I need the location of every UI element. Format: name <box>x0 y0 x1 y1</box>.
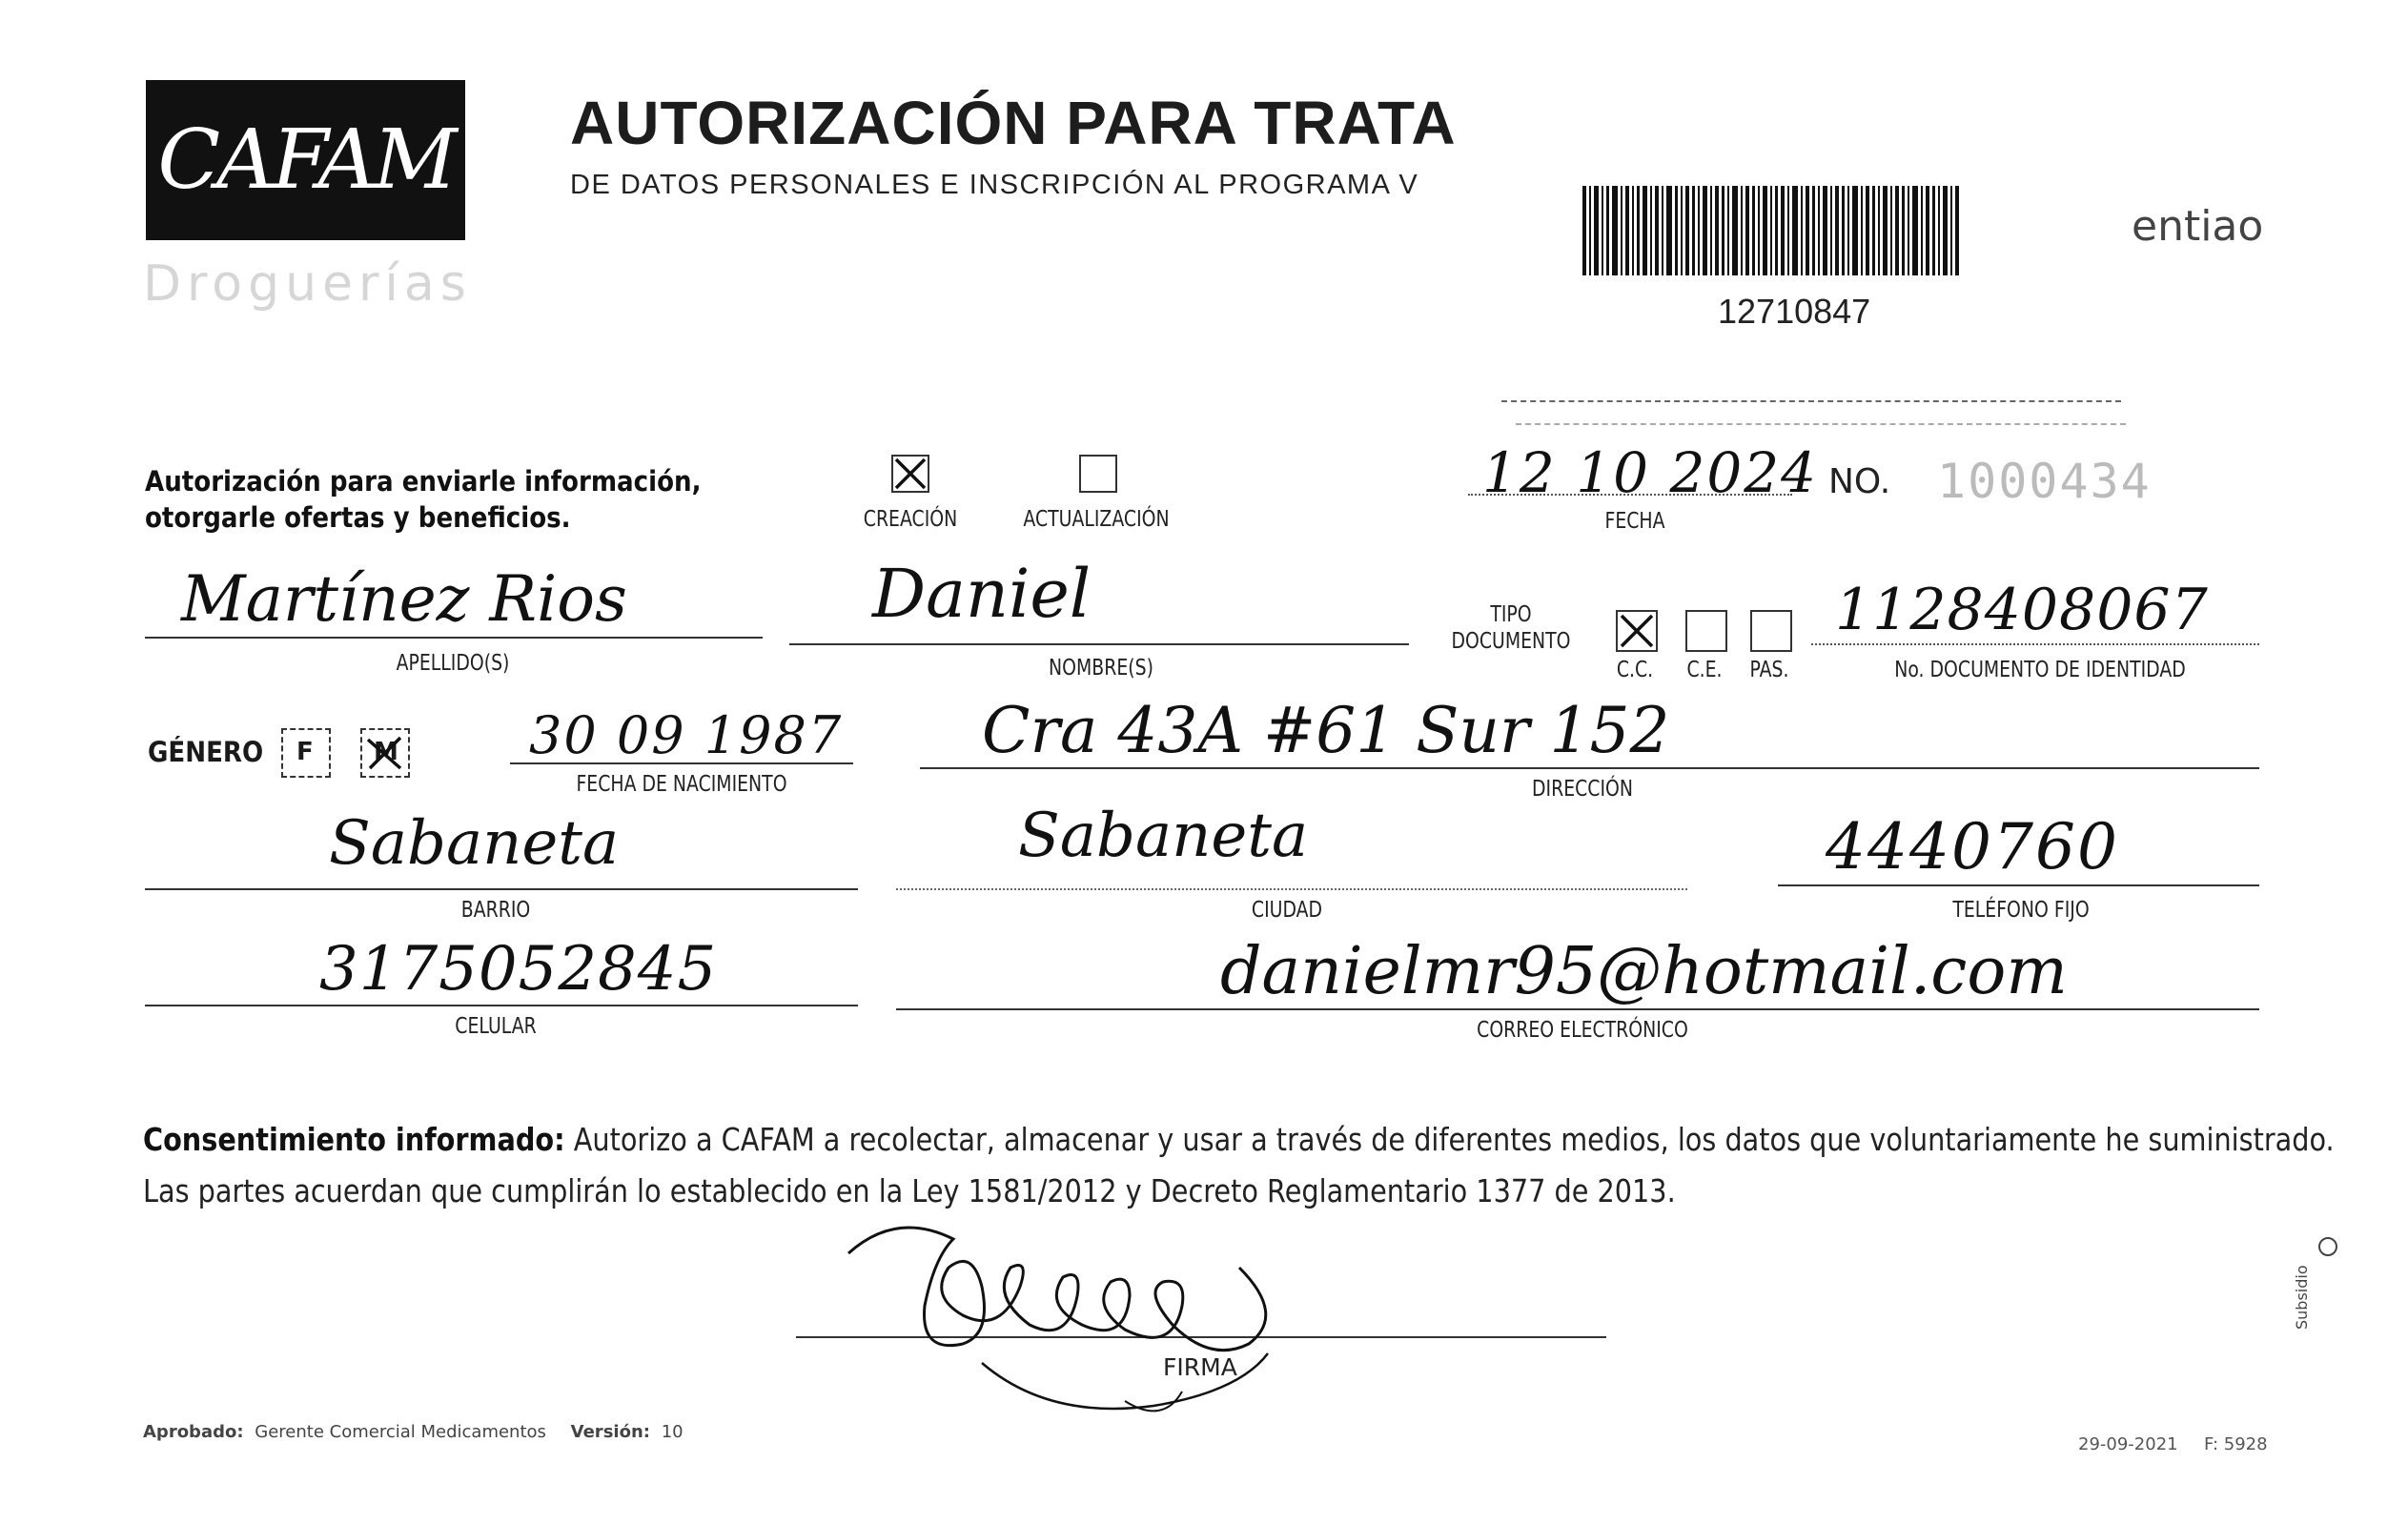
check-x-icon <box>362 730 408 776</box>
authorization-text-line2: otorgarle ofertas y beneficios. <box>145 501 571 534</box>
genero-m-checkbox[interactable] <box>360 728 410 778</box>
documento-label: No. DOCUMENTO DE IDENTIDAD <box>1894 658 2186 682</box>
signature-label: FIRMA <box>1163 1353 1237 1381</box>
dashed-separator-2 <box>1516 423 2126 425</box>
telefono-fijo-label: TELÉFONO FIJO <box>1952 898 2090 923</box>
correo-value: danielmr95@hotmail.com <box>1220 934 2068 1009</box>
nombre-value: Daniel <box>872 555 1092 633</box>
barcode-number: 12710847 <box>1718 292 1871 331</box>
genero-f-label: F <box>296 738 314 766</box>
aprobado-value: Gerente Comercial Medicamentos <box>255 1422 546 1442</box>
correo-line <box>896 1008 2259 1010</box>
apellido-line <box>145 637 763 639</box>
signature-drawing <box>839 1201 1296 1430</box>
genero-f-checkbox[interactable] <box>281 728 331 778</box>
consent-heading: Consentimiento informado: <box>143 1121 565 1158</box>
page-title: AUTORIZACIÓN PARA TRATA <box>570 89 1457 157</box>
footer-approval <box>143 1422 684 1442</box>
side-logo-icon <box>2318 1237 2337 1256</box>
tipo-cc-label: C.C. <box>1616 658 1654 682</box>
celular-value: 3175052845 <box>319 934 718 1005</box>
consent-text-2: Las partes acuerdan que cumplirán lo establecido en la Ley 1581/2012 y Decreto Reglamentario 1377 de 2013. <box>143 1172 1676 1209</box>
actualizacion-label: ACTUALIZACIÓN <box>1023 507 1170 532</box>
fecha-label: FECHA <box>1604 509 1665 534</box>
telefono-fijo-value: 4440760 <box>1826 810 2119 884</box>
apellido-label: APELLIDO(S) <box>396 651 510 676</box>
page-subtitle: DE DATOS PERSONALES E INSCRIPCIÓN AL PROGRAMA V <box>570 170 1419 200</box>
authorization-text-line1: Autorización para enviarle información, <box>145 465 702 498</box>
tipo-ce-checkbox[interactable] <box>1685 610 1727 652</box>
documento-value: 1128408067 <box>1835 577 2209 643</box>
barcode <box>1582 186 1964 275</box>
tipo-documento-label-2: DOCUMENTO <box>1451 629 1571 654</box>
direccion-line <box>920 767 2259 769</box>
cafam-logo <box>146 80 465 240</box>
form-number-value: 1000434 <box>1937 454 2152 509</box>
fecha-line <box>1468 494 1792 496</box>
check-x-icon <box>893 457 928 491</box>
correo-label: CORREO ELECTRÓNICO <box>1477 1018 1688 1043</box>
creacion-label: CREACIÓN <box>863 507 958 532</box>
genero-m-label: M <box>374 738 398 766</box>
barrio-line <box>145 888 858 890</box>
documento-line <box>1811 643 2259 645</box>
fecha-nacimiento-line <box>510 762 853 764</box>
genero-label: GÉNERO <box>148 736 264 768</box>
apellido-value: Martínez Rios <box>181 562 627 636</box>
version-value: 10 <box>661 1422 684 1442</box>
ciudad-value: Sabaneta <box>1018 801 1309 871</box>
check-x-icon <box>1618 612 1656 650</box>
aprobado-label: Aprobado: <box>143 1422 244 1442</box>
logo-text: CAFAM <box>157 112 454 208</box>
side-vertical-text: Subsidio <box>2293 1265 2311 1330</box>
consent-text-1: Autorizo a CAFAM a recolectar, almacenar y usar a través de diferentes medios, los datos que voluntariamente he suministrado. <box>564 1121 2335 1158</box>
tipo-documento-label-1: TIPO <box>1490 602 1532 627</box>
direccion-label: DIRECCIÓN <box>1532 777 1633 802</box>
header-right-fragment: entiao <box>2132 202 2264 251</box>
actualizacion-checkbox[interactable] <box>1079 455 1117 493</box>
form-number-label: NO. <box>1828 462 1891 501</box>
nombre-label: NOMBRE(S) <box>1049 656 1153 681</box>
dashed-separator <box>1501 400 2121 402</box>
tipo-pas-checkbox[interactable] <box>1750 610 1792 652</box>
fecha-value: 12 10 2024 <box>1482 440 1819 505</box>
ciudad-label: CIUDAD <box>1251 898 1323 923</box>
footer-date: 29-09-2021 <box>2078 1434 2178 1454</box>
celular-line <box>145 1005 858 1006</box>
celular-label: CELULAR <box>455 1014 537 1039</box>
tipo-pas-label: PAS. <box>1749 658 1789 682</box>
consent-paragraph <box>143 1121 2335 1158</box>
ciudad-line <box>896 888 1687 890</box>
tipo-ce-label: C.E. <box>1686 658 1723 682</box>
logo-subtitle: Droguerías <box>143 255 472 313</box>
barrio-label: BARRIO <box>460 898 531 923</box>
direccion-value: Cra 43A #61 Sur 152 <box>982 694 1670 767</box>
fecha-nacimiento-label: FECHA DE NACIMIENTO <box>576 772 787 797</box>
footer-code: F: 5928 <box>2204 1434 2268 1454</box>
fecha-nacimiento-value: 30 09 1987 <box>529 705 844 765</box>
creacion-checkbox[interactable] <box>891 455 929 493</box>
nombre-line <box>789 643 1409 645</box>
version-label: Versión: <box>570 1422 650 1442</box>
telefono-fijo-line <box>1778 884 2259 886</box>
tipo-cc-checkbox[interactable] <box>1616 610 1658 652</box>
barrio-value: Sabaneta <box>329 808 620 879</box>
